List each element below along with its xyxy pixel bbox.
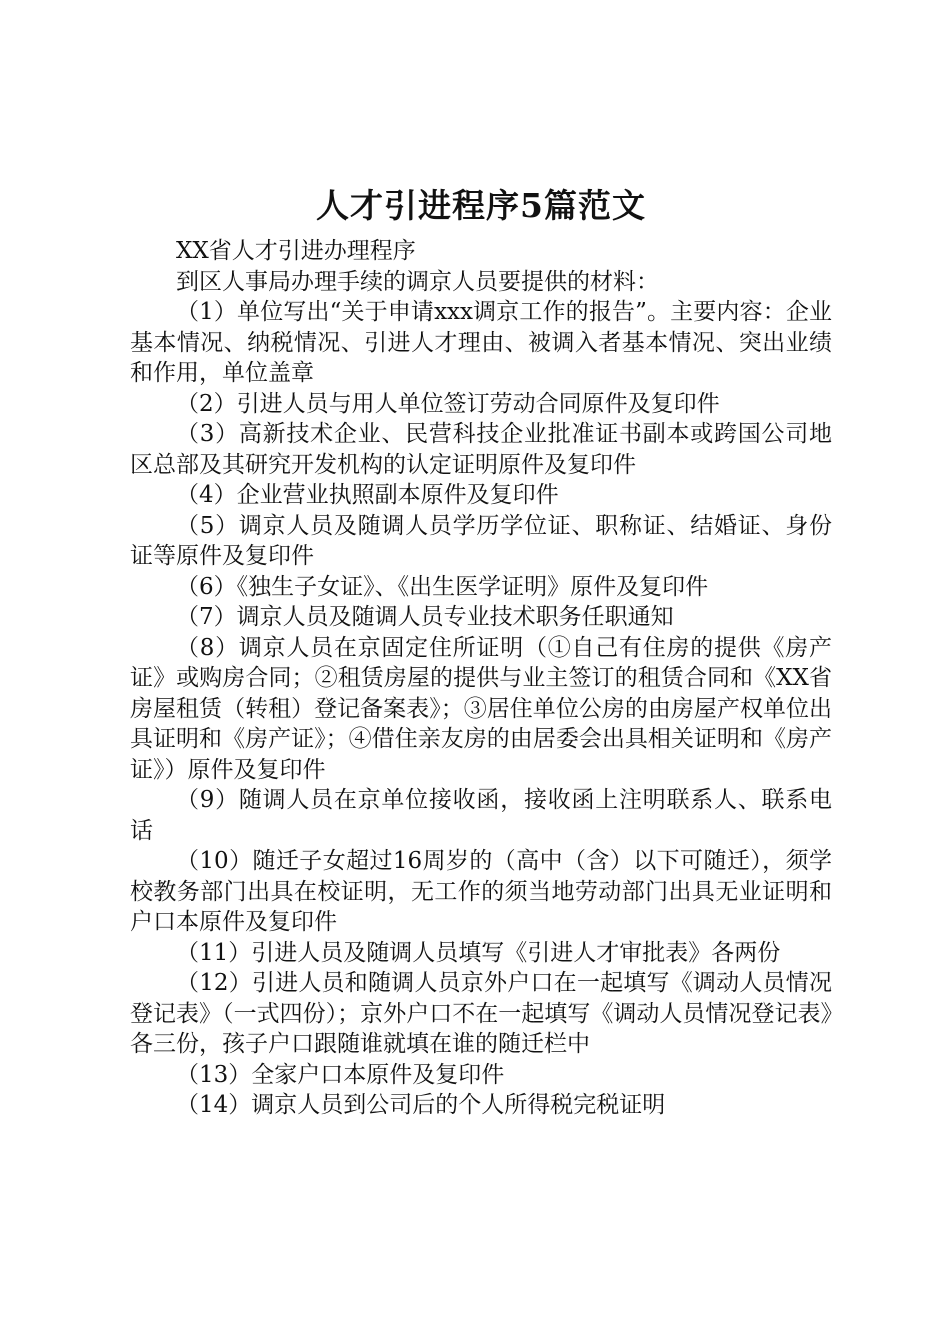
list-item-4: （4）企业营业执照副本原件及复印件 [176, 482, 559, 508]
list-item-12: （12）引进人员和随调人员京外户口在一起填写《调动人员情况登记表》（一式四份）；京外户口不在一起填写《调动人员情况登记表》各三份，孩子户口跟随谁就填在谁的随迁栏中 [130, 970, 832, 1057]
list-item-13: （13）全家户口本原件及复印件 [176, 1061, 505, 1088]
list-item-8: （8）调京人员在京固定住所证明（①自己有住房的提供《房产证》或购房合同；②租赁房屋的提供与业主签订的租赁合同和《XX省房屋租赁（转租）登记备案表》；③居住单位公房的由房屋产权单位出具证明和《房产证》；④借住亲友房的由居委会出具相关证明和《房产证》）原件及复印件 [130, 634, 832, 783]
document-title: 人才引进程序5篇范文 [316, 186, 646, 225]
list-item-5: （5）调京人员及随调人员学历学位证、职称证、结婚证、身份证等原件及复印件 [130, 512, 832, 569]
list-item-1: （1）单位写出“关于申请xxx调京工作的报告”。主要内容：企业基本情况、纳税情况、引进人才理由、被调入者基本情况、突出业绩和作用，单位盖章 [130, 299, 832, 386]
paragraph-heading: XX省人才引进办理程序 [176, 238, 416, 264]
list-item-3: （3）高新技术企业、民营科技企业批准证书副本或跨国公司地区总部及其研究开发机构的认定证明原件及复印件 [130, 421, 832, 478]
list-item-11: （11）引进人员及随调人员填写《引进人才审批表》各两份 [176, 939, 781, 966]
list-item-10: （10）随迁子女超过16周岁的（高中（含）以下可随迁），须学校教务部门出具在校证明，无工作的须当地劳动部门出具无业证明和户口本原件及复印件 [130, 848, 832, 935]
paragraph-intro: 到区人事局办理手续的调京人员要提供的材料： [176, 268, 659, 295]
list-item-2: （2）引进人员与用人单位签订劳动合同原件及复印件 [176, 390, 720, 417]
list-item-9: （9）随调人员在京单位接收函，接收函上注明联系人、联系电话 [130, 787, 832, 844]
list-item-14: （14）调京人员到公司后的个人所得税完税证明 [176, 1092, 666, 1118]
list-item-7: （7）调京人员及随调人员专业技术职务任职通知 [176, 604, 674, 630]
list-item-6: （6）《独生子女证》、《出生医学证明》原件及复印件 [176, 573, 709, 600]
